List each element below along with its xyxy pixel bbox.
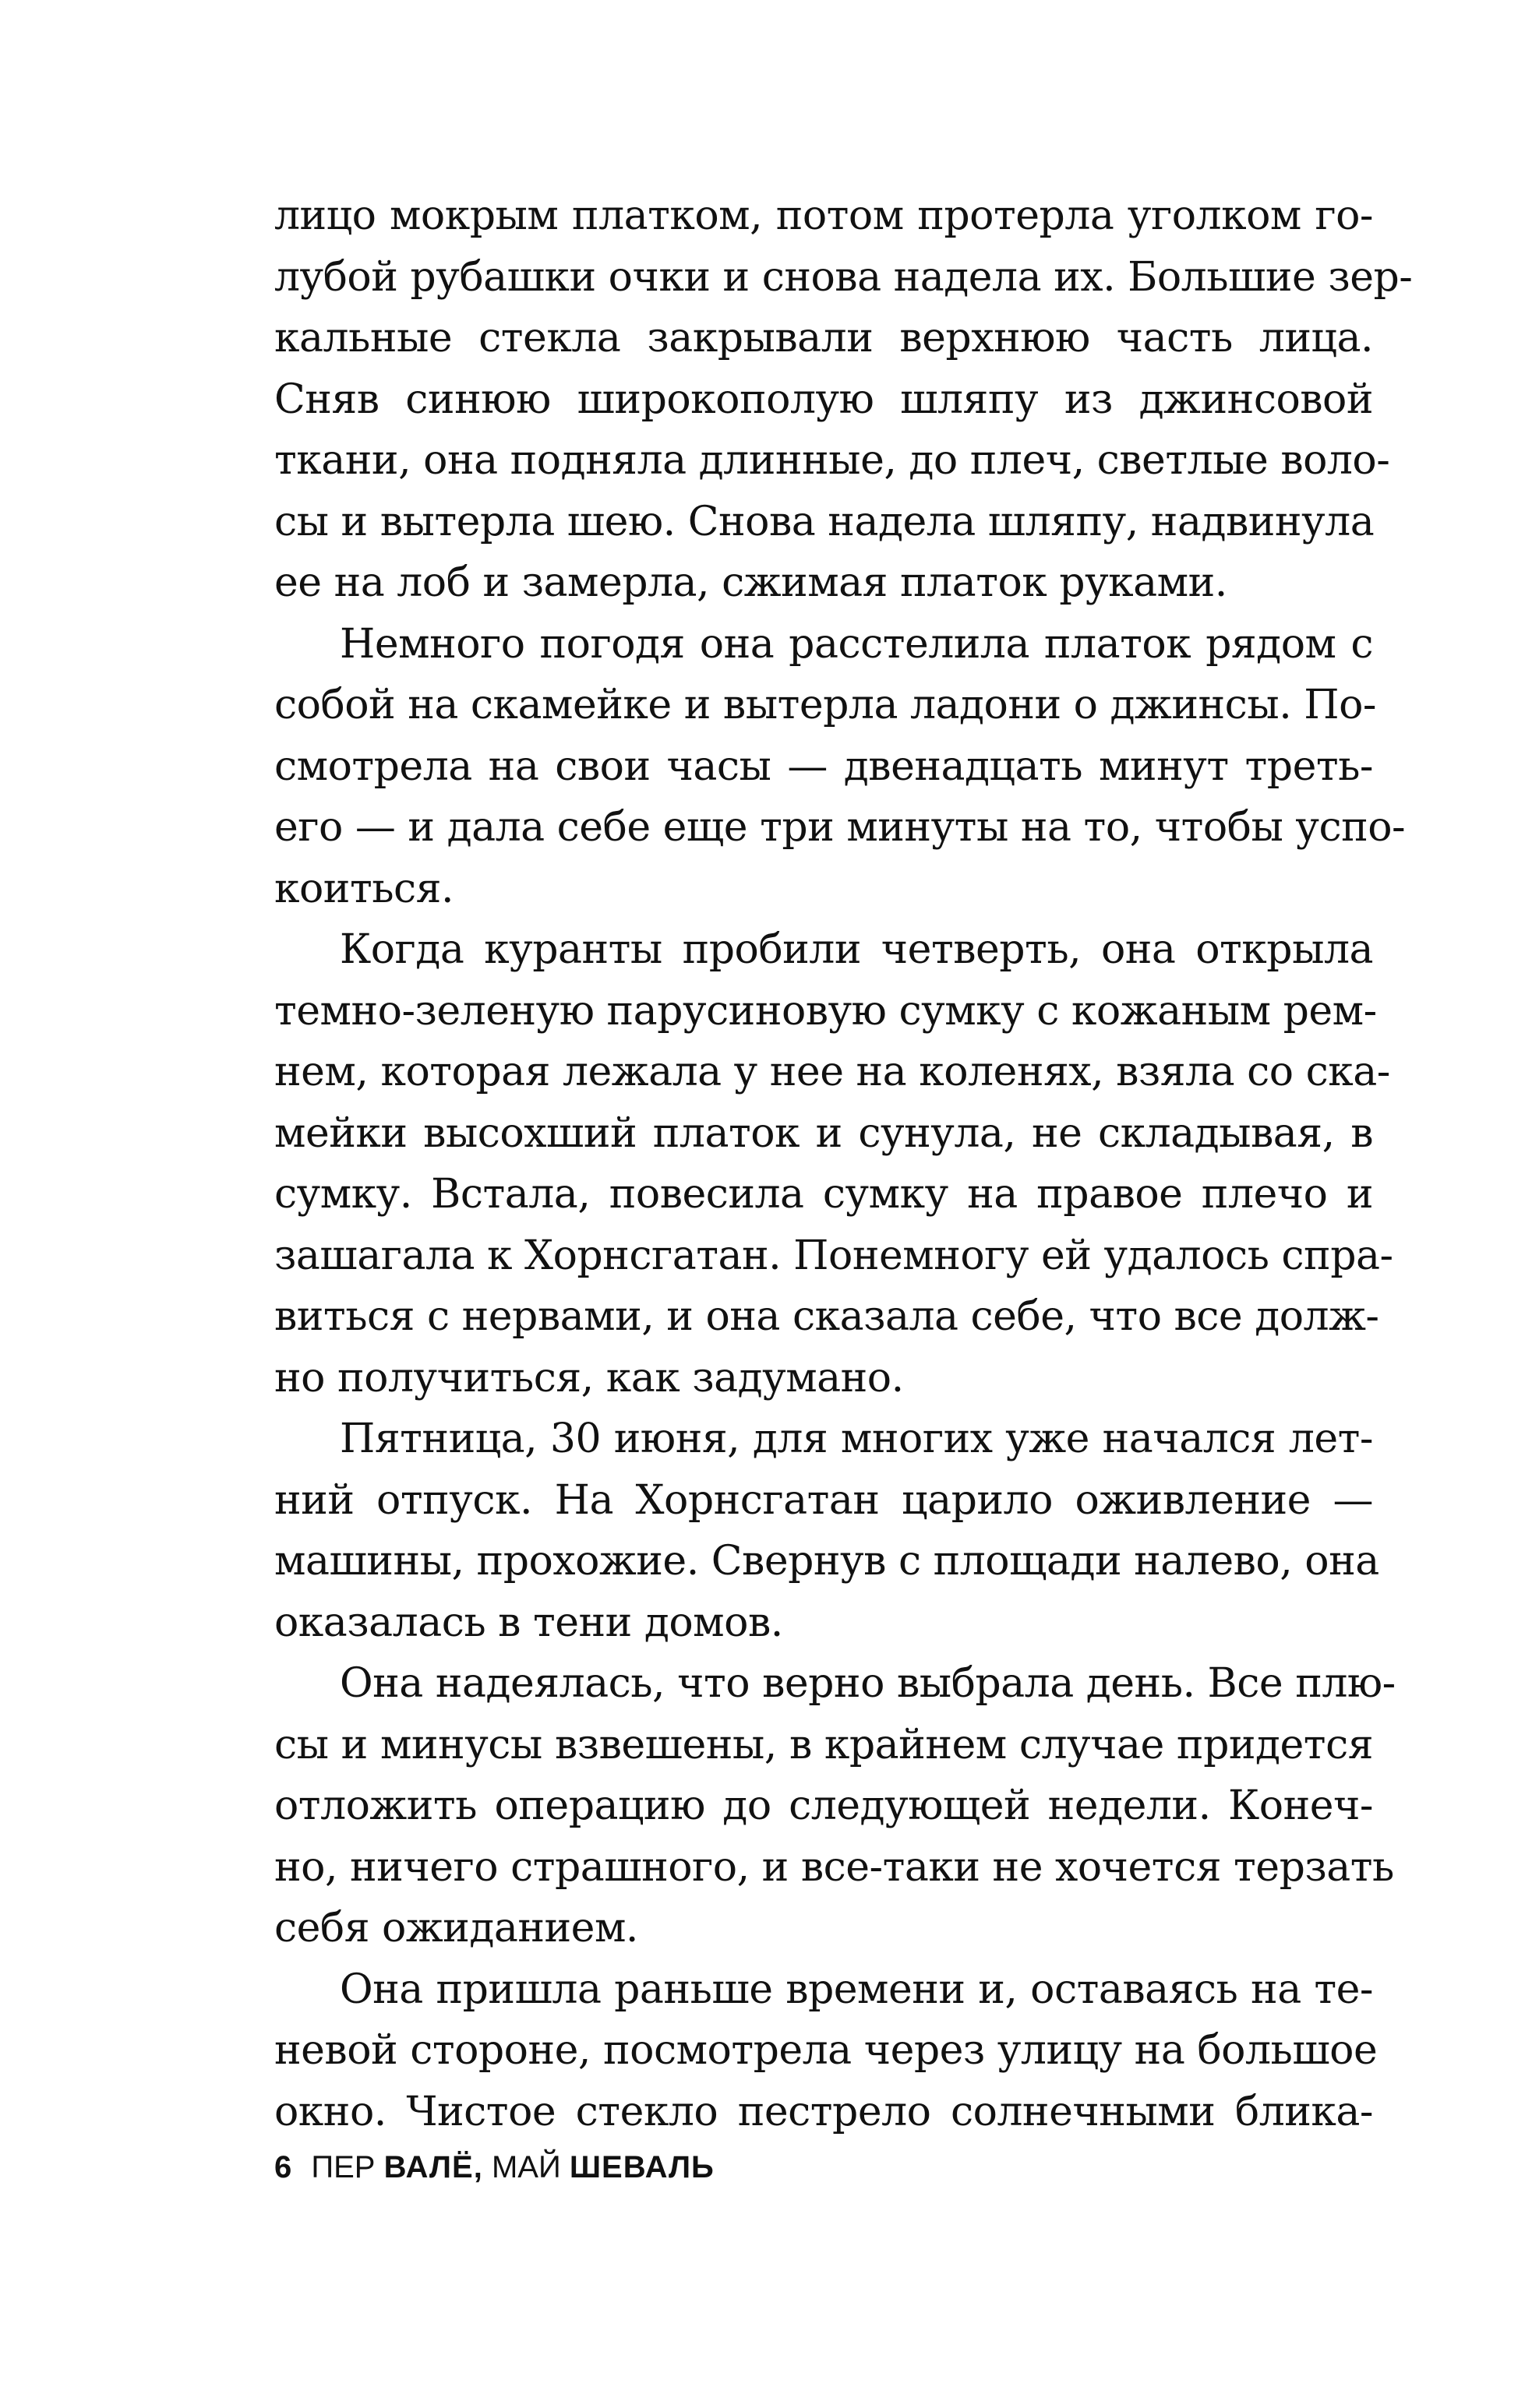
page-footer: [274, 2150, 715, 2185]
author2-first-name: МАЙ: [491, 2150, 561, 2184]
text-line: Она надеялась, что верно выбрала день. Все плю-: [340, 1660, 1396, 1707]
author2-last-name: ШЕВАЛЬ: [569, 2150, 715, 2184]
author1-first-name: ПЕР: [311, 2150, 376, 2184]
text-line: мейки высохший платок и сунула, не складывая, в: [274, 1109, 1373, 1157]
text-line: виться с нервами, и она сказала себе, что все долж-: [274, 1293, 1379, 1340]
text-line: сы и минусы взвешены, в крайнем случае придется: [274, 1721, 1373, 1768]
text-line: сумку. Встала, повесила сумку на правое плечо и: [274, 1171, 1373, 1218]
text-line: его — и дала себе еще три минуты на то, чтобы успо-: [274, 804, 1406, 851]
text-line: себя ожиданием.: [274, 1905, 638, 1951]
body-text: [274, 185, 1413, 2142]
text-line: оказалась в тени домов.: [274, 1599, 783, 1646]
text-line: Она пришла раньше времени и, оставаясь на те-: [340, 1966, 1373, 2013]
text-line: Немного погодя она расстелила платок рядом с: [340, 620, 1373, 668]
text-line: ее на лоб и замерла, сжимая платок руками.: [274, 559, 1227, 606]
text-line: зашагала к Хорнсгатан. Понемногу ей удалось спра-: [274, 1232, 1393, 1279]
text-line: отложить операцию до следующей недели. Конеч-: [274, 1782, 1373, 1829]
text-line: лицо мокрым платком, потом протерла уголком го-: [274, 192, 1373, 239]
text-line: Пятница, 30 июня, для многих уже начался лет-: [340, 1416, 1373, 1462]
text-line: машины, прохожие. Свернув с площади налево, она: [274, 1538, 1379, 1585]
text-line: окно. Чистое стекло пестрело солнечными блика-: [274, 2088, 1373, 2135]
text-line: собой на скамейке и вытерла ладони о джинсы. По-: [274, 682, 1376, 728]
text-line: невой стороне, посмотрела через улицу на большое: [274, 2027, 1378, 2074]
text-line: Когда куранты пробили четверть, она открыла: [340, 926, 1373, 973]
text-line: нем, которая лежала у нее на коленях, взяла со ска-: [274, 1049, 1390, 1095]
text-line: сы и вытерла шею. Снова надела шляпу, надвинула: [274, 498, 1375, 545]
text-line: Сняв синюю широкополую шляпу из джинсовой: [274, 375, 1373, 423]
text-line: темно-зеленую парусиновую сумку с кожаным рем-: [274, 987, 1377, 1035]
page-number: 6: [274, 2150, 292, 2184]
text-line: кальные стекла закрывали верхнюю часть лица.: [274, 315, 1373, 361]
text-line: ний отпуск. На Хорнсгатан царило оживление —: [274, 1476, 1373, 1524]
text-line: смотрела на свои часы — двенадцать минут треть-: [274, 742, 1373, 790]
text-line: коиться.: [274, 865, 454, 912]
text-line: но получиться, как задумано.: [274, 1354, 904, 1401]
text-line: лубой рубашки очки и снова надела их. Большие зер-: [274, 253, 1413, 301]
author1-last-name: ВАЛЁ,: [383, 2150, 483, 2184]
text-line: но, ничего страшного, и все-таки не хочется терзать: [274, 1843, 1394, 1891]
text-line: ткани, она подняла длинные, до плеч, светлые воло-: [274, 437, 1390, 484]
